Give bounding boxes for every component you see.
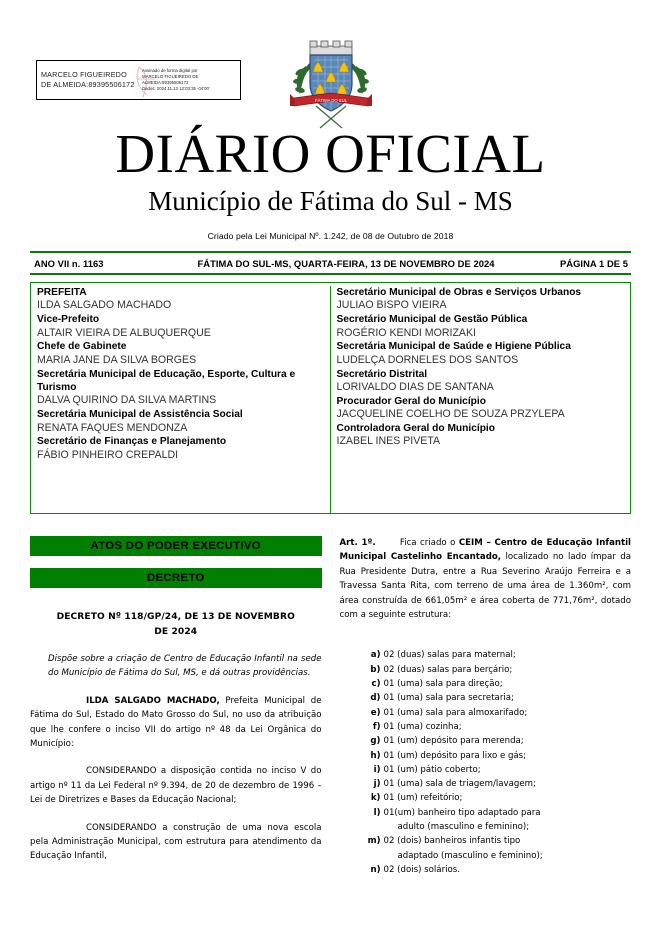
body-column-right	[340, 536, 632, 877]
official-entry	[37, 313, 325, 340]
list-item-text	[384, 834, 632, 863]
list-item-text: 01 (uma) cozinha;	[383, 721, 462, 732]
masthead-subtitle: Município de Fátima do Sul - MS	[148, 186, 513, 216]
list-item	[366, 834, 632, 863]
official-name: LUDELÇA DORNELES DOS SANTOS	[336, 353, 519, 366]
list-item	[366, 734, 632, 748]
official-role: Secretário Municipal de Gestão Pública	[336, 314, 528, 326]
official-role: Secretária Municipal de Saúde e Higiene Pública	[336, 341, 571, 353]
page-title: DIÁRIO OFICIAL	[115, 123, 546, 184]
considerando-1: CONSIDERANDO a disposição contida no inciso V do artigo nº 11 da Lei Federal nº 9.394, de 20 de dezembro de 1996 – Lei de Diretrizes e Bases da Educação Nacional;	[30, 766, 322, 806]
list-item-text-main: 02 (dois) banheiros infantis tipo	[383, 836, 521, 847]
official-entry	[337, 422, 626, 449]
signature-detail-line4: Dados: 2024.11.13 12:03:35 -04'00'	[142, 86, 210, 92]
official-entry	[337, 340, 626, 367]
facility-item-list	[340, 648, 632, 877]
official-name: MARIA JANE DA SILVA BORGES	[37, 353, 197, 366]
issue-place-date: FÁTIMA DO SUL-MS, QUARTA-FEIRA, 13 DE NOVEMBRO DE 2024	[197, 257, 495, 269]
official-name: LORIVALDO DIAS DE SANTANA	[336, 381, 494, 394]
issue-info-bar	[30, 251, 631, 275]
list-item-text: 01 (um) depósito para merenda;	[383, 736, 524, 747]
list-item-marker: k)	[370, 793, 381, 804]
list-item	[366, 777, 632, 791]
list-item-marker: h)	[370, 750, 381, 761]
decree-number-line1: DECRETO Nº 118/GP/24, DE 13 DE NOVEMBRO	[56, 612, 295, 622]
list-item	[366, 763, 632, 777]
banner-atos-poder-executivo: ATOS DO PODER EXECUTIVO	[30, 536, 322, 556]
list-item	[366, 663, 632, 677]
official-role: Controladora Geral do Município	[336, 423, 495, 435]
list-item-marker: g)	[370, 736, 381, 747]
page-indicator: PÁGINA 1 DE 5	[559, 257, 628, 269]
list-item-marker: c)	[371, 679, 381, 690]
municipal-coat-of-arms-icon	[288, 36, 374, 132]
decree-number	[30, 610, 322, 639]
list-item-text: 01 (um) depósito para lixo e gás;	[383, 750, 527, 761]
official-role: Secretária Municipal de Assistência Social	[37, 409, 243, 421]
official-entry	[37, 435, 325, 462]
decree-ementa: Dispõe sobre a criação de Centro de Educação Infantil na sede do Município de Fátima do Sul, MS, e dá outras providências.	[48, 654, 322, 679]
official-name: ALTAIR VIEIRA DE ALBUQUERQUE	[37, 326, 211, 339]
official-role: Secretário de Finanças e Planejamento	[37, 436, 227, 448]
list-item	[366, 749, 632, 763]
article-rest: localizado no lado ímpar da Rua Presidente Dutra, entre a Rua Severino Araújo Ferreira e a Travessa Santa Rita, com terreno de uma área de 1.360m², com área construída de 661,05m² e área coberta de 771,76m², dotado com a seguinte estrutura:	[339, 552, 631, 621]
official-entry	[337, 286, 626, 313]
official-entry	[337, 313, 626, 340]
list-item-marker: l)	[373, 807, 381, 818]
list-item-text: 02 (dois) solários.	[383, 864, 460, 875]
official-role: Secretário Distrital	[336, 368, 428, 380]
list-item-text: 02 (duas) salas para berçário;	[383, 664, 513, 675]
official-entry	[37, 368, 325, 409]
list-item-text: 01 (um) refeitório;	[383, 793, 463, 804]
official-name: RENATA FAQUES MENDONZA	[37, 421, 188, 434]
official-entry	[337, 368, 626, 395]
article-one	[340, 536, 632, 622]
signature-detail-line3: ALMEIDA:89395506172	[142, 80, 189, 85]
list-item	[366, 691, 632, 705]
list-item-text: 01 (uma) sala para direção;	[383, 679, 503, 690]
signature-detail-line1: Assinado de forma digital por	[142, 67, 198, 73]
signature-details	[139, 68, 240, 92]
official-role: Secretária Municipal de Educação, Esporte, Cultura e Turismo	[37, 368, 296, 394]
list-item	[366, 720, 632, 734]
body-columns	[30, 536, 631, 877]
body-column-left	[30, 536, 322, 877]
official-name: DALVA QUIRINO DA SILVA MARTINS	[37, 394, 217, 407]
list-item-text: 02 (duas) salas para maternal;	[383, 650, 516, 661]
digital-signature-stamp	[36, 60, 241, 100]
article-entity-name: CEIM – Centro de Educação Infantil Municipal Castelinho Encantado,	[339, 538, 632, 563]
official-name: JULIAO BISPO VIEIRA	[336, 299, 447, 312]
official-role: Secretário Municipal de Obras e Serviços Urbanos	[336, 287, 582, 298]
mayor-name: ILDA SALGADO MACHADO,	[86, 695, 220, 706]
list-item-marker: d)	[370, 693, 381, 704]
official-role: Procurador Geral do Município	[336, 395, 486, 407]
official-role: Vice-Prefeito	[37, 314, 100, 326]
list-item	[366, 677, 632, 691]
decree-preamble-rest: Prefeita Municipal de Fátima do Sul, Estado do Mato Grosso do Sul, no uso da atribuição que lhe confere o inciso VII do artigo nº 48 da Lei Orgânica do Município:	[30, 695, 322, 750]
list-item-text-cont: adulto (masculino e feminino);	[397, 822, 530, 832]
masthead-law-note: Criado pela Lei Municipal Nº. 1.242, de 08 de Outubro de 2018	[207, 231, 454, 241]
list-item-marker: a)	[370, 650, 381, 661]
decree-preamble	[30, 694, 322, 752]
banner-decreto: DECRETO	[30, 568, 322, 588]
official-entry	[37, 340, 325, 367]
signature-name-line2: ALMEIDA:89395506172	[53, 80, 135, 89]
official-name: JACQUELINE COELHO DE SOUZA PRZYLEPA	[336, 408, 565, 421]
official-entry	[37, 408, 325, 435]
officials-column-right	[331, 286, 631, 513]
list-item-marker: e)	[370, 707, 381, 718]
official-name: IZABEL INES PIVETA	[336, 435, 441, 448]
list-item-text: 01 (um) pátio coberto;	[383, 764, 481, 775]
officials-column-left	[31, 286, 331, 513]
list-item-text-cont: adaptado (masculino e feminino);	[397, 850, 543, 861]
list-item	[366, 706, 632, 720]
list-item-marker: j)	[373, 779, 381, 790]
list-item	[366, 791, 632, 805]
list-item-text	[384, 806, 632, 835]
list-item-text: 01 (uma) sala para secretaria;	[383, 693, 514, 704]
signature-name	[37, 70, 139, 90]
official-role: PREFEITA	[37, 287, 87, 298]
list-item-text: 01 (uma) sala para almoxarifado;	[383, 707, 528, 718]
official-entry	[337, 395, 626, 422]
list-item-text: 01 (uma) sala de triagem/lavagem;	[383, 779, 536, 790]
list-item	[366, 806, 632, 835]
svg-text:FÁTIMA DO SUL: FÁTIMA DO SUL	[314, 98, 347, 103]
decree-number-line2: DE 2024	[154, 626, 198, 637]
list-item-marker: f)	[372, 721, 381, 732]
signature-detail-line2: MARCELO FIGUEIREDO DE	[142, 73, 199, 79]
list-item-text-main: 01(um) banheiro tipo adaptado para	[383, 807, 541, 818]
list-item	[366, 863, 632, 877]
list-item-marker: i)	[373, 764, 381, 775]
official-name: FÁBIO PINHEIRO CREPALDI	[37, 448, 179, 461]
list-item	[366, 648, 632, 662]
official-name: ILDA SALGADO MACHADO	[37, 299, 172, 312]
official-role: Chefe de Gabinete	[37, 341, 127, 353]
issue-year-number: ANO VII n. 1163	[34, 257, 104, 269]
article-lead: Fica criado o	[399, 538, 459, 548]
official-entry	[37, 286, 325, 313]
official-name: ROGÉRIO KENDI MORIZAKI	[336, 326, 476, 339]
signature-name-line1: MARCELO FIGUEIREDO DE	[41, 70, 127, 89]
officials-box	[30, 282, 631, 514]
list-item-marker: b)	[370, 664, 381, 675]
list-item-marker: n)	[370, 864, 381, 875]
considerando-2: CONSIDERANDO a construção de uma nova escola pela Administração Municipal, com estrutura para atendimento da Educação Infantil,	[30, 822, 322, 862]
article-label: Art. 1º.	[339, 538, 376, 548]
list-item-marker: m)	[367, 836, 381, 847]
